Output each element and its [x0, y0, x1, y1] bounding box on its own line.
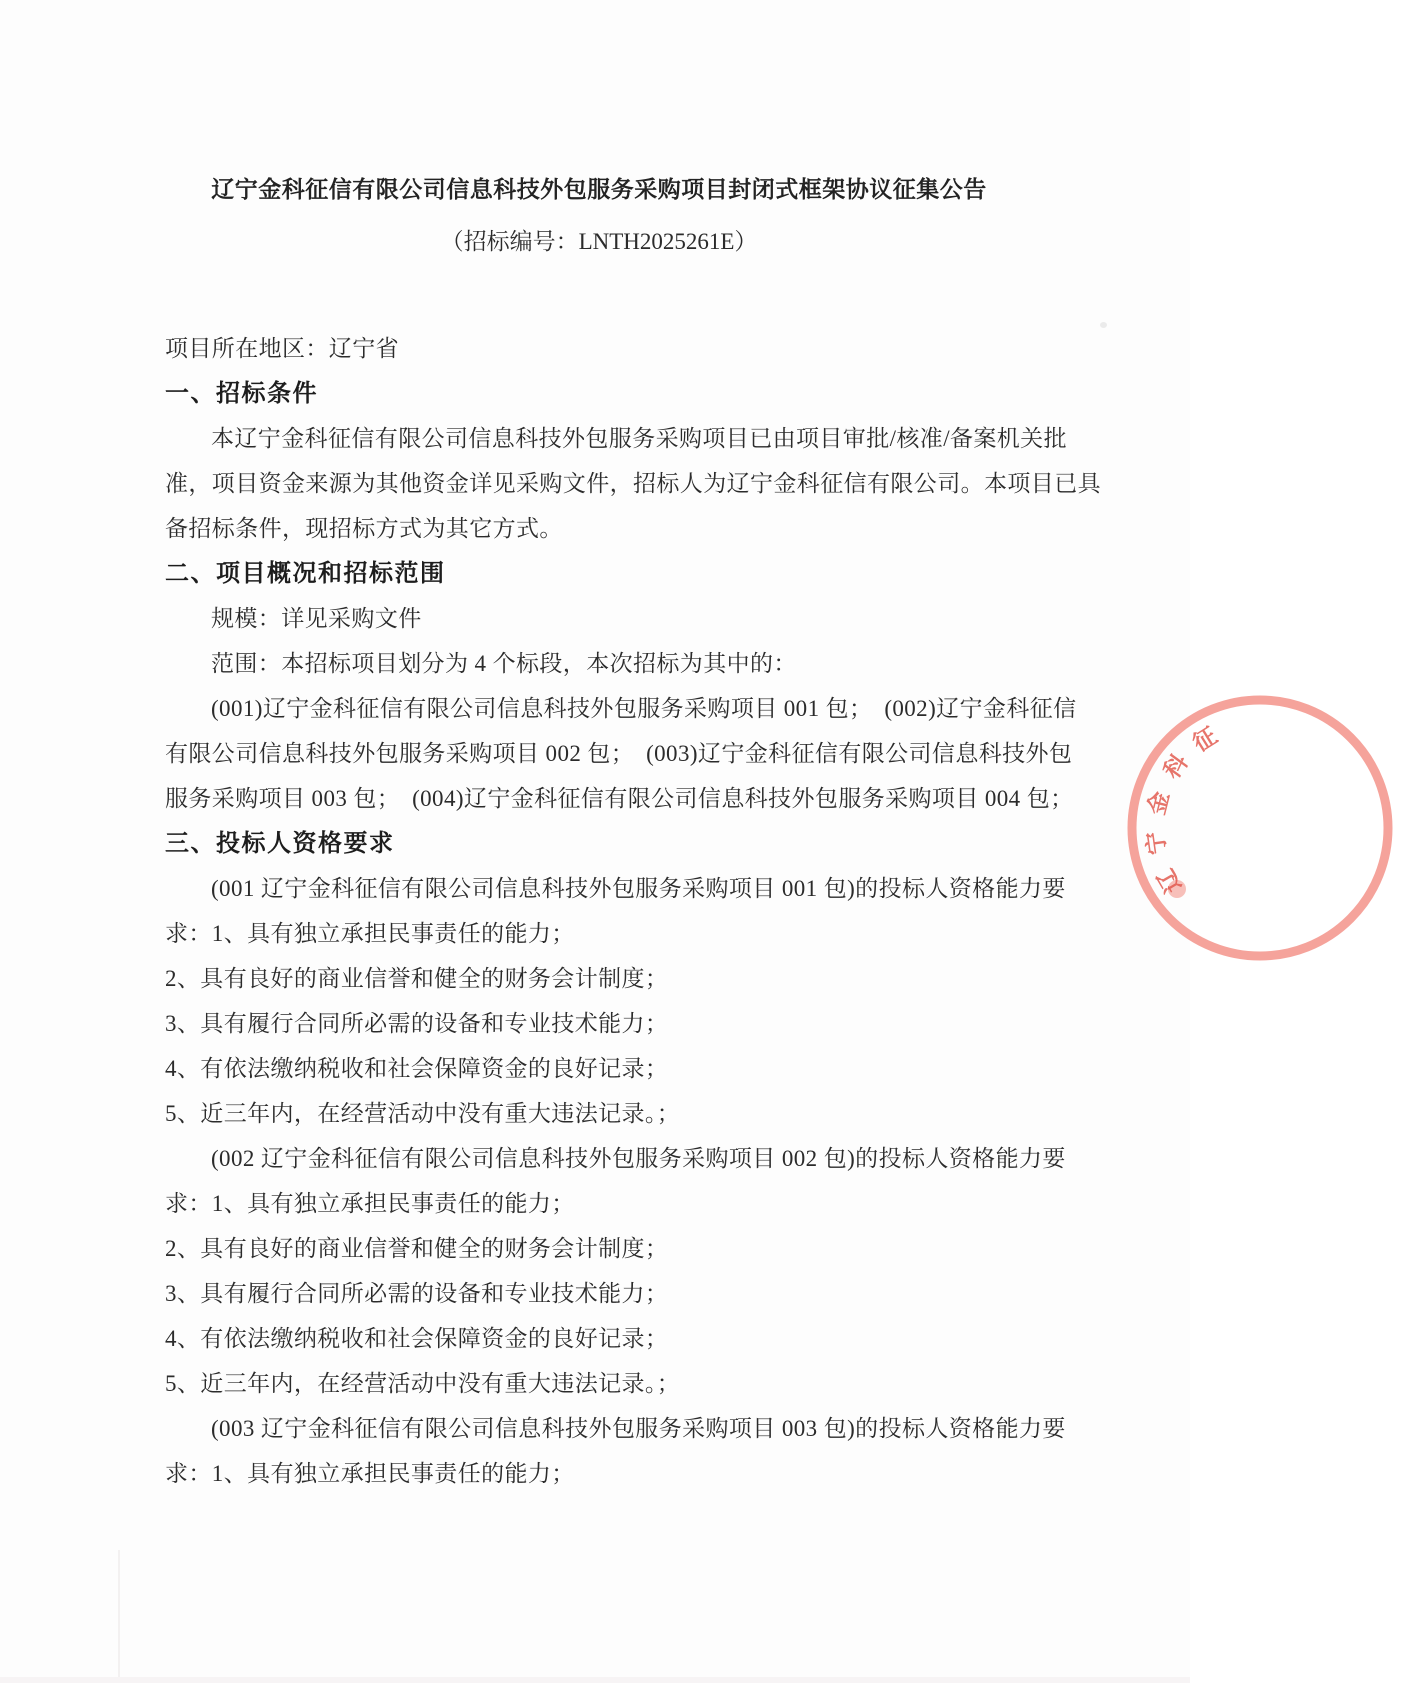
seal-character: 金 — [1142, 788, 1174, 818]
seal-character: 征 — [1188, 722, 1222, 757]
document-line: (001 辽宁金科征信有限公司信息科技外包服务采购项目 001 包)的投标人资格能力要 — [211, 876, 1066, 901]
document-line: 求：1、具有独立承担民事责任的能力； — [165, 1461, 575, 1486]
document-lines — [165, 326, 1101, 1496]
scan-artifact-line — [118, 1550, 120, 1683]
company-seal-stamp — [1105, 693, 1405, 993]
document-title: 辽宁金科征信有限公司信息科技外包服务采购项目封闭式框架协议征集公告 — [211, 177, 987, 202]
document-line: 5、近三年内，在经营活动中没有重大违法记录。； — [165, 1371, 681, 1396]
document-line: 有限公司信息科技外包服务采购项目 002 包； (003)辽宁金科征信有限公司信息科技外包 — [165, 741, 1073, 766]
document-line: 4、有依法缴纳税收和社会保障资金的良好记录； — [165, 1056, 669, 1081]
document-line: 4、有依法缴纳税收和社会保障资金的良好记录； — [165, 1326, 669, 1351]
section-heading: 二、项目概况和招标范围 — [165, 560, 446, 587]
scan-artifact-speck — [1100, 322, 1107, 328]
document-line: 服务采购项目 003 包； (004)辽宁金科征信有限公司信息科技外包服务采购项目 004 包； — [165, 786, 1074, 811]
document-line: 5、近三年内，在经营活动中没有重大违法记录。； — [165, 1101, 681, 1126]
seal-ring-icon — [1132, 700, 1388, 956]
document-line: 本辽宁金科征信有限公司信息科技外包服务采购项目已由项目审批/核准/备案机关批 — [211, 426, 1067, 451]
document-line: 2、具有良好的商业信誉和健全的财务会计制度； — [165, 1236, 669, 1261]
document-subtitle: （招标编号：LNTH2025261E） — [440, 229, 758, 254]
document-line: 2、具有良好的商业信誉和健全的财务会计制度； — [165, 966, 669, 991]
document-line: 规模：详见采购文件 — [211, 606, 422, 631]
section-heading: 一、招标条件 — [165, 380, 318, 407]
document-line: 3、具有履行合同所必需的设备和专业技术能力； — [165, 1011, 669, 1036]
document-line: 项目所在地区：辽宁省 — [165, 336, 399, 361]
seal-character: 辽 — [1152, 864, 1187, 898]
document-line: 准，项目资金来源为其他资金详见采购文件，招标人为辽宁金科征信有限公司。本项目已具 — [165, 471, 1101, 496]
document-line: 范围：本招标项目划分为 4 个标段，本次招标为其中的： — [211, 651, 797, 676]
seal-character: 科 — [1158, 749, 1193, 784]
document-line: 备招标条件，现招标方式为其它方式。 — [165, 516, 563, 541]
document-line: 求：1、具有独立承担民事责任的能力； — [165, 1191, 575, 1216]
document-line: (001)辽宁金科征信有限公司信息科技外包服务采购项目 001 包； (002)辽宁金科征信 — [211, 696, 1077, 721]
scan-edge-shadow — [0, 1677, 1190, 1683]
seal-character: 宁 — [1141, 829, 1171, 857]
section-heading: 三、投标人资格要求 — [165, 830, 395, 857]
document-line: 3、具有履行合同所必需的设备和专业技术能力； — [165, 1281, 669, 1306]
document-line: 求：1、具有独立承担民事责任的能力； — [165, 921, 575, 946]
document-line: (003 辽宁金科征信有限公司信息科技外包服务采购项目 003 包)的投标人资格能力要 — [211, 1416, 1066, 1441]
document-line: (002 辽宁金科征信有限公司信息科技外包服务采购项目 002 包)的投标人资格能力要 — [211, 1146, 1066, 1171]
document-content — [165, 170, 1101, 1496]
